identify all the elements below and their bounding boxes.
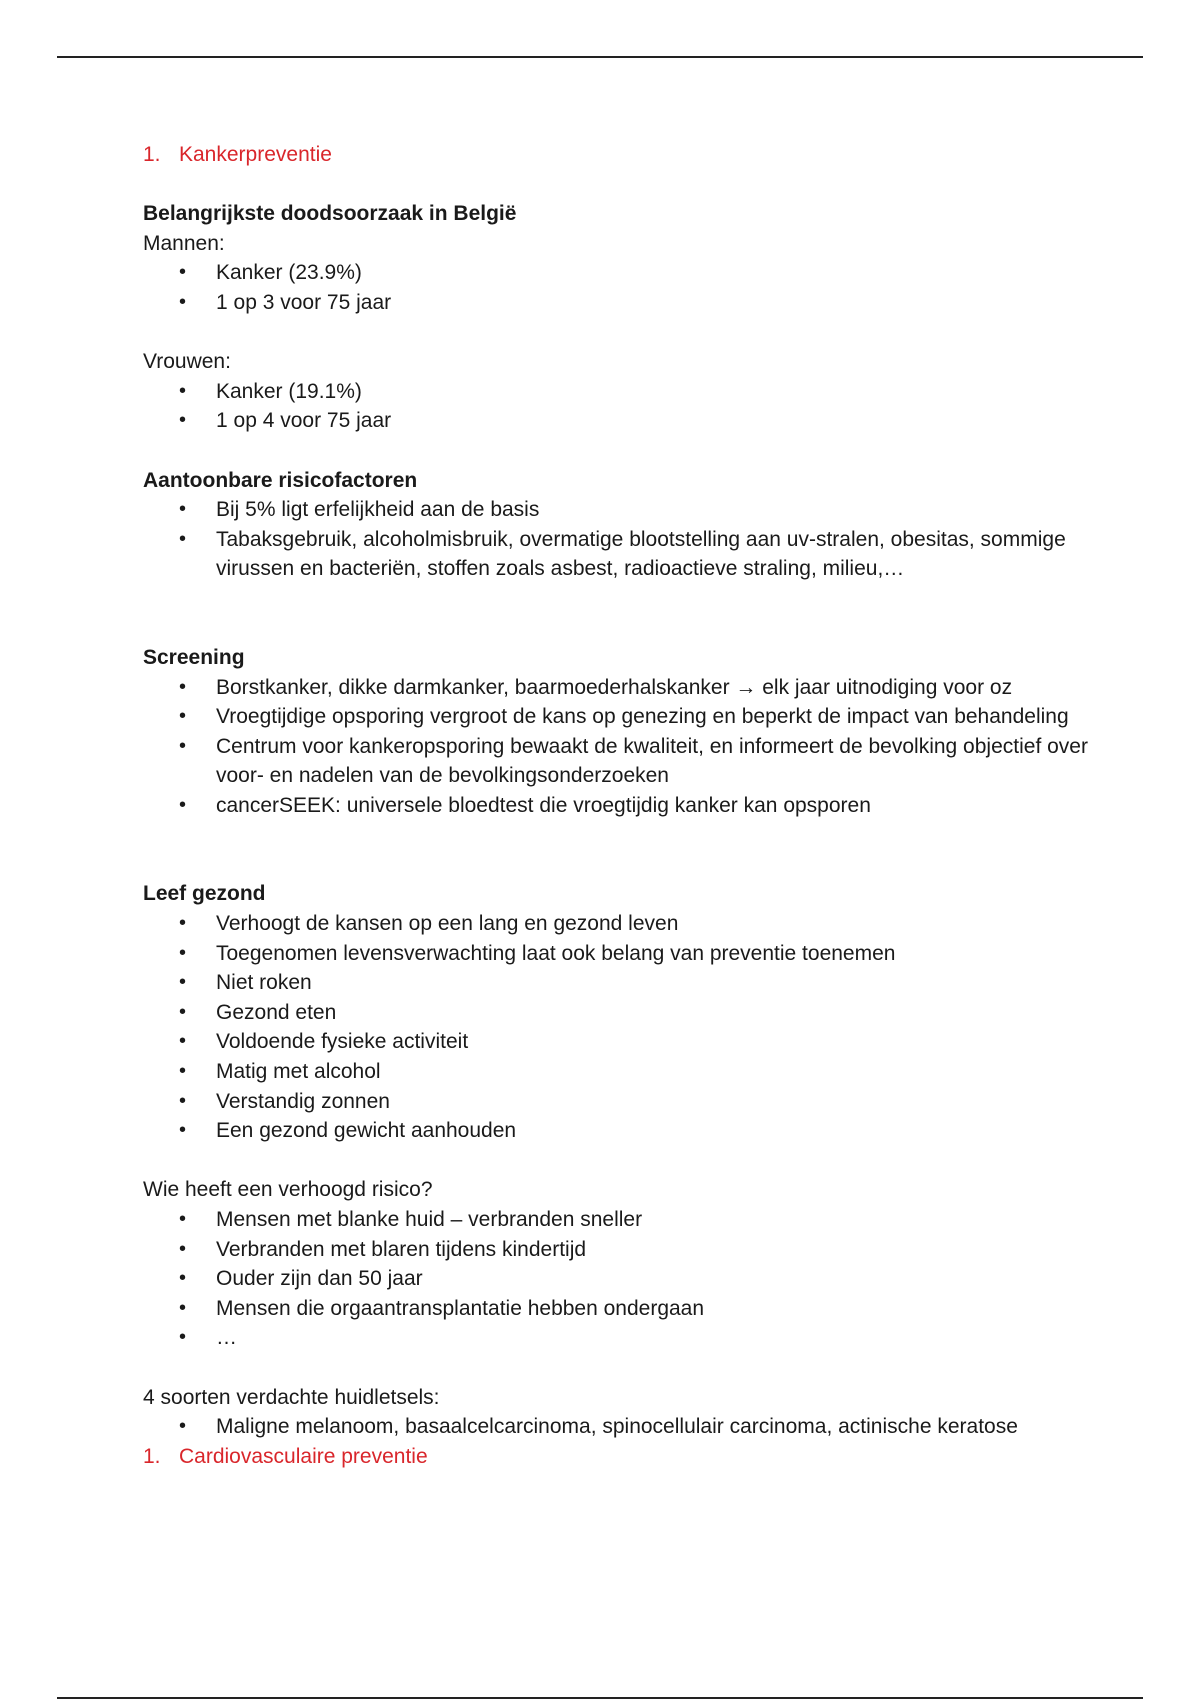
list-item: • Centrum voor kankeropsporing bewaakt de kwaliteit, en informeert de bevolking objectief over voor- en nadelen van de bevolkingsonderzoeken <box>143 732 1093 791</box>
verhoogd-risico-heading: Wie heeft een verhoogd risico? <box>143 1178 433 1202</box>
huidletsels-heading: 4 soorten verdachte huidletsels: <box>143 1385 440 1409</box>
list-item: • Matig met alcohol <box>143 1057 1093 1087</box>
risico-heading: Aantoonbare risicofactoren <box>143 468 418 492</box>
header-rule <box>57 56 1143 58</box>
section-title: Cardiovasculaire preventie <box>179 1444 428 1468</box>
list-item: • Maligne melanoom, basaalcelcarcinoma, spinocellulair carcinoma, actinische keratose <box>143 1412 1093 1442</box>
list-item: • Borstkanker, dikke darmkanker, baarmoederhalskanker → elk jaar uitnodiging voor oz <box>143 673 1093 703</box>
list-item: • … <box>143 1323 1093 1353</box>
mannen-list <box>143 258 1093 317</box>
list-item: • Een gezond gewicht aanhouden <box>143 1116 1093 1146</box>
list-item: • Verbranden met blaren tijdens kindertijd <box>143 1235 1093 1265</box>
list-item: • Mensen die orgaantransplantatie hebben ondergaan <box>143 1294 1093 1324</box>
screening-list <box>143 673 1093 821</box>
list-item: • Bij 5% ligt erfelijkheid aan de basis <box>143 495 1093 525</box>
vrouwen-label: Vrouwen: <box>143 350 231 374</box>
verhoogd-risico-list <box>143 1205 1093 1353</box>
vrouwen-list <box>143 377 1093 436</box>
list-item: • Mensen met blanke huid – verbranden sneller <box>143 1205 1093 1235</box>
footer-rule <box>57 1697 1143 1699</box>
list-item: • Kanker (23.9%) <box>143 258 1093 288</box>
list-item: • Niet roken <box>143 968 1093 998</box>
list-item: • Ouder zijn dan 50 jaar <box>143 1264 1093 1294</box>
list-item: • Verstandig zonnen <box>143 1087 1093 1117</box>
list-item: • Verhoogt de kansen op een lang en gezond leven <box>143 909 1093 939</box>
screening-heading: Screening <box>143 645 245 669</box>
leef-gezond-heading: Leef gezond <box>143 882 266 906</box>
list-item: • 1 op 4 voor 75 jaar <box>143 406 1093 436</box>
section-heading-kankerpreventie <box>143 140 1093 170</box>
section-number: 1. <box>143 143 161 166</box>
risico-list <box>143 495 1093 584</box>
mannen-label: Mannen: <box>143 231 225 255</box>
document-body <box>143 140 1093 1471</box>
section-number: 1. <box>143 1444 161 1468</box>
list-item: • Tabaksgebruik, alcoholmisbruik, overmatige blootstelling aan uv-stralen, obesitas, sommige virussen en bacteriën, stoffen zoals asbest, radioactieve straling, milieu,… <box>143 525 1093 584</box>
huidletsels-list <box>143 1412 1093 1442</box>
list-item: • Kanker (19.1%) <box>143 377 1093 407</box>
doodsoorzaak-heading: Belangrijkste doodsoorzaak in België <box>143 202 517 226</box>
list-item: • Vroegtijdige opsporing vergroot de kans op genezing en beperkt de impact van behandeling <box>143 702 1093 732</box>
section-title: Kankerpreventie <box>179 143 332 166</box>
leef-gezond-list <box>143 909 1093 1146</box>
list-item: • 1 op 3 voor 75 jaar <box>143 288 1093 318</box>
section-heading-cardiovasculair <box>143 1442 1093 1472</box>
list-item: • Toegenomen levensverwachting laat ook belang van preventie toenemen <box>143 939 1093 969</box>
list-item: • Voldoende fysieke activiteit <box>143 1027 1093 1057</box>
list-item: • cancerSEEK: universele bloedtest die vroegtijdig kanker kan opsporen <box>143 791 1093 821</box>
list-item: • Gezond eten <box>143 998 1093 1028</box>
